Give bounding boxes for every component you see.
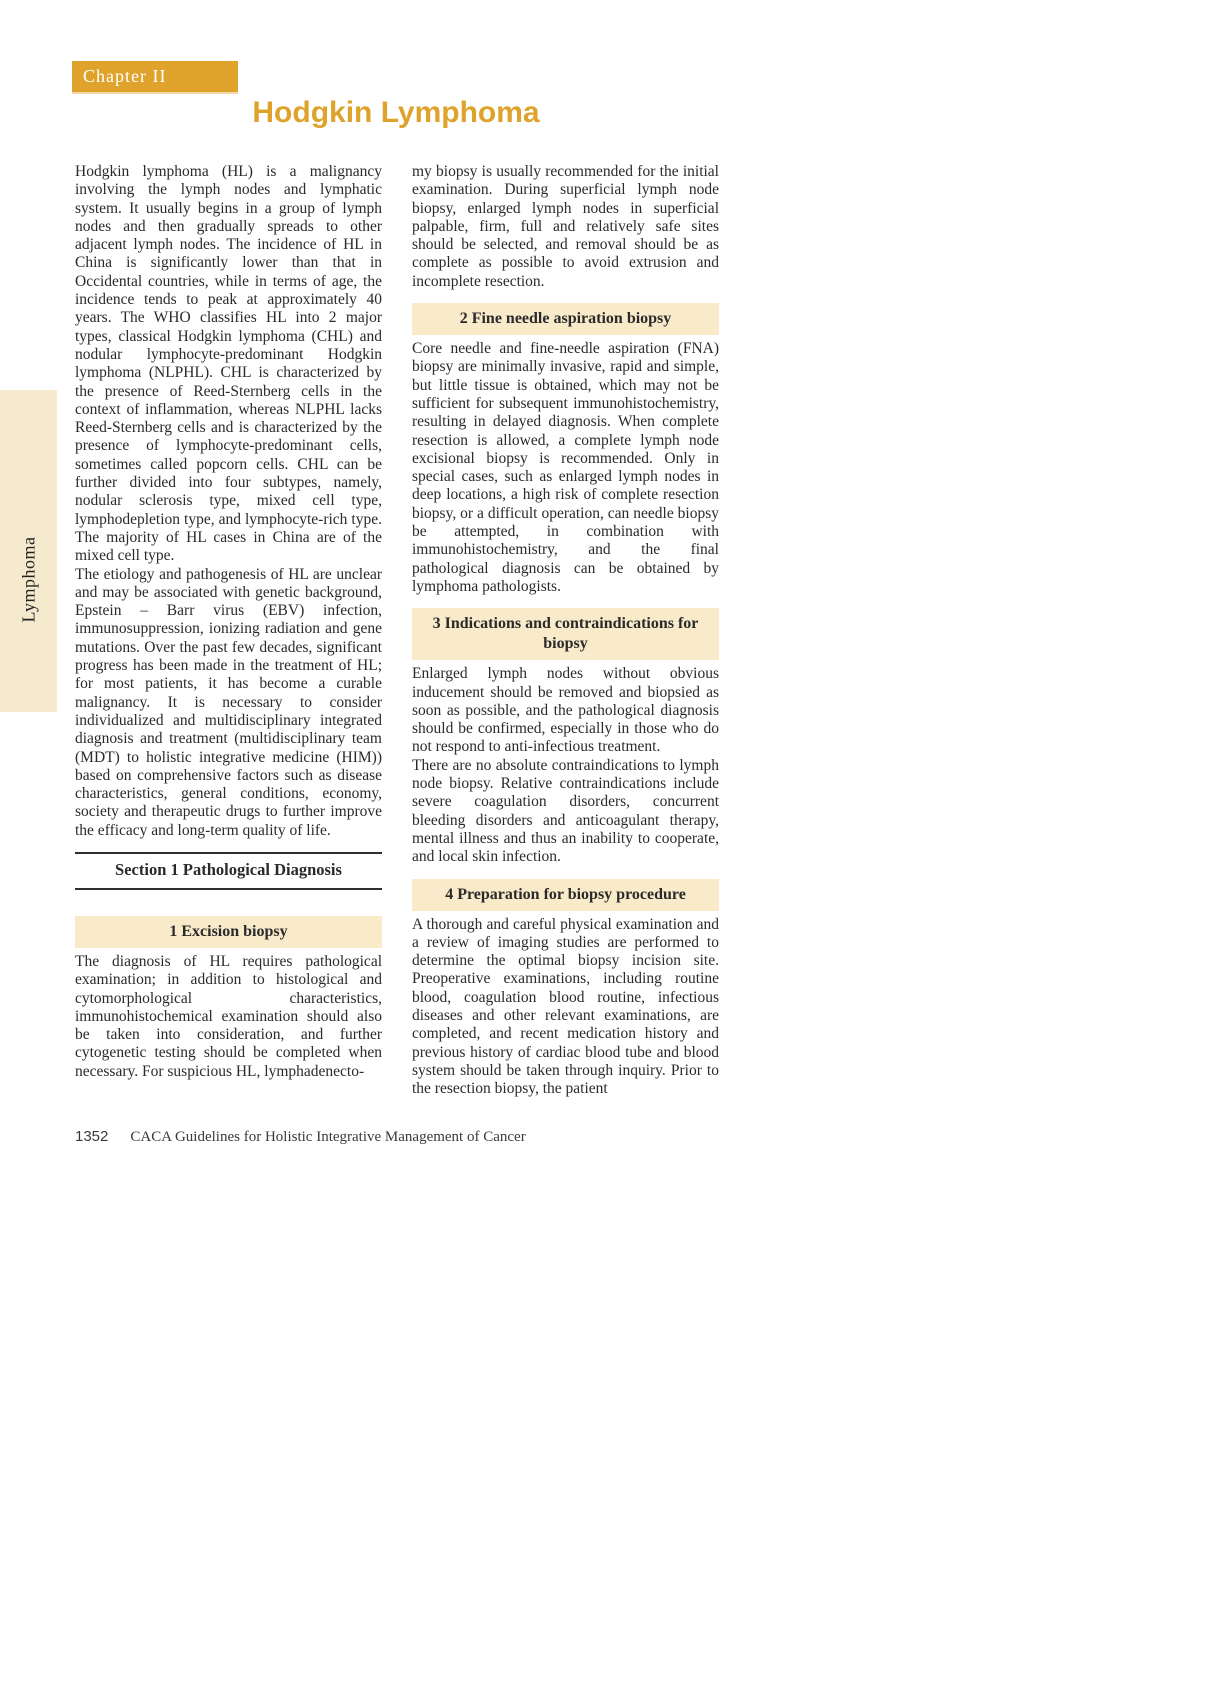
subsection-heading-label: 4 Preparation for biopsy procedure bbox=[445, 885, 686, 903]
chapter-badge bbox=[72, 61, 238, 92]
subsection-heading-label: 2 Fine needle aspiration biopsy bbox=[459, 310, 672, 328]
paragraph-preparation: A thorough and careful physical examination and a review of imaging studies are performed to determine the optimal biopsy incision site. Preoperative examinations, including routine blood, coagulation blood routine, infectious diseases and other relevant examinations, are completed, and recent medication history and previous history of cardiac blood tube and blood system should be taken through inquiry. Prior to the resection biopsy, the patient bbox=[412, 915, 719, 1098]
subsection-heading-excision-biopsy bbox=[75, 916, 382, 948]
footer-title: CACA Guidelines for Holistic Integrative Management of Cancer bbox=[130, 1129, 526, 1145]
side-tab-lymphoma bbox=[0, 390, 57, 712]
section-heading-label: Section 1 Pathological Diagnosis bbox=[115, 859, 342, 879]
paragraph-intro: Hodgkin lymphoma (HL) is a malignancy involving the lymph nodes and lymphatic system. It usually begins in a group of lymph nodes and then gradually spreads to other adjacent lymph nodes. The incidence of HL in China is significantly lower than that in Occidental countries, while in terms of age, the incidence tends to peak at approximately 40 years. The WHO classifies HL into 2 major types, classical Hodgkin lymphoma (CHL) and nodular lymphocyte-predominant Hodgkin lymphoma (NLPHL). CHL is characterized by the presence of Reed-Sternberg cells in the context of inflammation, whereas NLPHL lacks Reed-Sternberg cells and is characterized by the presence of lymphocyte-predominant cells, sometimes called popcorn cells. CHL can be further divided into four subtypes, namely, nodular sclerosis type, mixed cell type, lymphodepletion type, and lymphocyte-rich type. The majority of HL cases in China are of the mixed cell type. bbox=[75, 163, 382, 565]
page-footer bbox=[75, 1128, 526, 1146]
paragraph-contraindications: There are no absolute contraindications to lymph node biopsy. Relative contraindications include severe coagulation disorders, concurrent bleeding disorders and anticoagulant therapy, mental illness and thus an inability to cooperate, and local skin infection. bbox=[412, 756, 719, 866]
paragraph-excision-biopsy-continued: my biopsy is usually recommended for the initial examination. During superficial lymph node biopsy, enlarged lymph nodes in superficial palpable, firm, full and relatively safe sites should be selected, and removal should be as complete as possible to avoid extrusion and incomplete resection. bbox=[412, 163, 719, 290]
subsection-heading-label: 3 Indications and contraindications for biopsy bbox=[432, 615, 699, 653]
paragraph-etiology: The etiology and pathogenesis of HL are unclear and may be associated with genetic background, Epstein – Barr virus (EBV) infection, immunosuppression, ionizing radiation and gene mutations. Over the past few decades, significant progress has been made in the treatment of HL; for most patients, it has become a curable malignancy. It is necessary to consider individualized and multidisciplinary integrated diagnosis and treatment (multidisciplinary team (MDT) to holistic integrative medicine (HIM)) based on comprehensive factors such as disease characteristics, general conditions, economy, society and therapeutic drugs to further improve the efficacy and long-term quality of life. bbox=[75, 565, 382, 839]
page-number: 1352 bbox=[75, 1128, 109, 1145]
subsection-heading-preparation bbox=[412, 879, 719, 911]
subsection-heading-label: 1 Excision biopsy bbox=[169, 922, 288, 940]
subsection-heading-fna-biopsy bbox=[412, 303, 719, 335]
subsection-heading-indications bbox=[412, 608, 719, 660]
column-right bbox=[412, 163, 719, 1098]
page-title: Hodgkin Lymphoma bbox=[252, 96, 540, 129]
paragraph-excision-biopsy: The diagnosis of HL requires pathological examination; in addition to histological and cytomorphological characteristics, immunohistochemical examination should also be taken into consideration, and further cytogenetic testing should be completed when necessary. For suspicious HL, lymphadenecto- bbox=[75, 952, 382, 1080]
paragraph-indications: Enlarged lymph nodes without obvious inducement should be removed and biopsied as soon as possible, and the pathological diagnosis should be confirmed, especially in those who do not respond to anti-infectious treatment. bbox=[412, 665, 719, 756]
column-left bbox=[75, 163, 382, 1098]
section-heading bbox=[75, 852, 382, 890]
text-columns bbox=[75, 163, 719, 1098]
chapter-badge-label: Chapter II bbox=[83, 66, 167, 86]
side-tab-label: Lymphoma bbox=[18, 536, 38, 622]
paragraph-fna-biopsy: Core needle and fine-needle aspiration (FNA) biopsy are minimally invasive, rapid and simple, but little tissue is obtained, which may not be sufficient for subsequent immunohistochemistry, resulting in delayed diagnosis. When complete resection is allowed, a complete lymph node excisional biopsy is recommended. Only in special cases, such as enlarged lymph nodes in deep locations, a high risk of complete resection biopsy, or a difficult operation, can needle biopsy be attempted, in combination with immunohistochemistry, and the final pathological diagnosis can be obtained by lymphoma pathologists. bbox=[412, 340, 719, 595]
